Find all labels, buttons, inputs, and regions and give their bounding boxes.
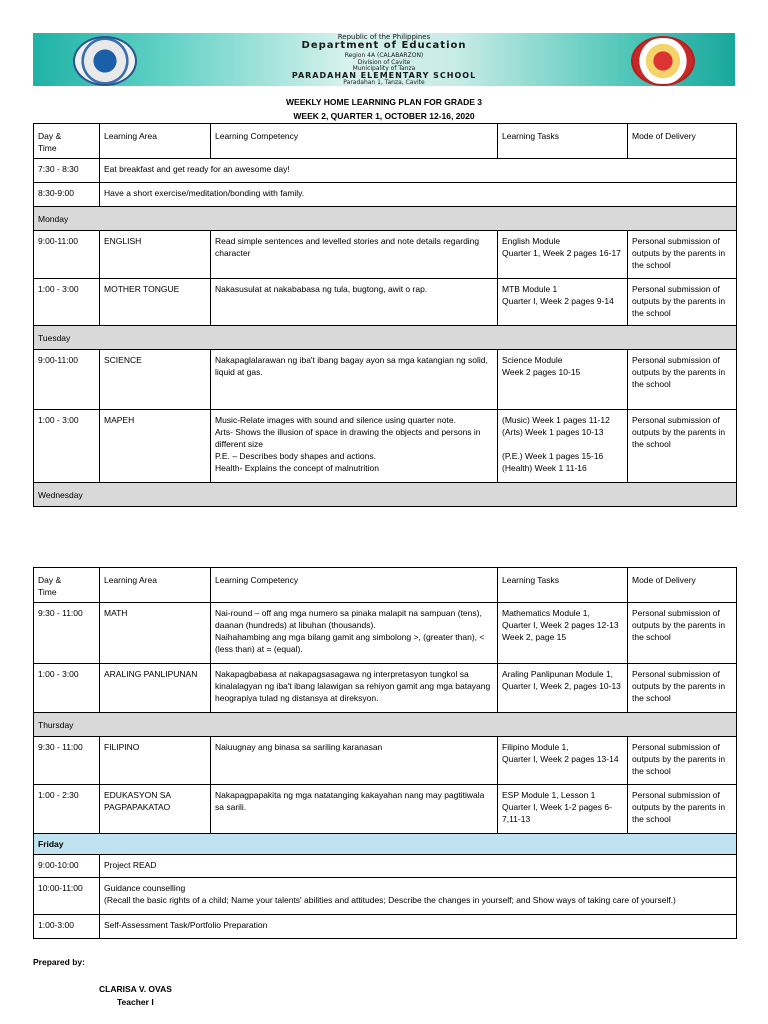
prepared-by-label: Prepared by: — [33, 957, 85, 967]
competency-cell: Nakapaglalarawan ng iba't ibang bagay ayon sa mga katangian ng solid, liquid at gas. — [211, 350, 498, 410]
tasks-cell: MTB Module 1 Quarter I, Week 2 pages 9-14 — [498, 279, 628, 326]
delivery-cell: Personal submission of outputs by the parents in the school — [628, 664, 737, 713]
table-row — [34, 410, 737, 483]
day-label: Thursday — [34, 713, 737, 737]
table-row — [34, 664, 737, 713]
time-cell: 1:00-3:00 — [34, 915, 100, 939]
time-cell: 1:00 - 3:00 — [34, 279, 100, 326]
col-day-time: Day & Time — [34, 124, 100, 159]
activity-cell: Have a short exercise/meditation/bonding with family. — [100, 183, 737, 207]
area-cell: EDUKASYON SA PAGPAPAKATAO — [100, 785, 211, 834]
area-cell: MATH — [100, 603, 211, 664]
tasks-cell: Science Module Week 2 pages 10-15 — [498, 350, 628, 410]
learning-plan-table-1 — [33, 123, 737, 507]
competency-cell: Nakapagpapakita ng mga natatanging kakayahan nang may pagtitiwala sa sarili. — [211, 785, 498, 834]
competency-cell: Read simple sentences and levelled stories and note details regarding character — [211, 231, 498, 279]
tasks-cell: Filipino Module 1, Quarter I, Week 2 pages 13-14 — [498, 737, 628, 785]
day-row-thursday — [34, 713, 737, 737]
time-cell: 9:00-10:00 — [34, 855, 100, 878]
tasks-cell: English Module Quarter 1, Week 2 pages 16-17 — [498, 231, 628, 279]
plan-title: WEEKLY HOME LEARNING PLAN FOR GRADE 3 — [286, 97, 482, 107]
header-school: PARADAHAN ELEMENTARY SCHOOL — [291, 71, 477, 80]
time-cell: 10:00-11:00 — [34, 878, 100, 915]
table-row — [34, 785, 737, 834]
day-row-monday — [34, 207, 737, 231]
time-cell: 7:30 - 8:30 — [34, 159, 100, 183]
delivery-cell: Personal submission of outputs by the parents in the school — [628, 279, 737, 326]
teacher-name: CLARISA V. OVAS — [99, 984, 172, 994]
delivery-cell: Personal submission of outputs by the parents in the school — [628, 231, 737, 279]
table-row — [34, 279, 737, 326]
header-division: Division of Cavite — [357, 59, 411, 66]
time-cell: 9:00-11:00 — [34, 350, 100, 410]
col-learning-area: Learning Area — [100, 124, 211, 159]
competency-cell: Nai-round – off ang mga numero sa pinaka malapit na sampuan (tens), daanan (hundreds) at libuhan (thousands). Naihahambing ang mga bilang gamit ang simbolong >, (greater than), < (less than) at = (equal). — [211, 603, 498, 664]
competency-cell: Nakapagbabasa at nakapagsasagawa ng interpretasyon tungkol sa kinalalagyan ng iba't ibang lalawigan sa rehiyon gamit ang mga batayang heograpiya tulad ng distansya at direksyon. — [211, 664, 498, 713]
day-row-friday — [34, 834, 737, 855]
header-municipality: Municipality of Tanza — [352, 65, 416, 72]
col-learning-competency: Learning Competency — [211, 568, 498, 603]
table-row — [34, 231, 737, 279]
competency-cell: Naiuugnay ang binasa sa sariling karanasan — [211, 737, 498, 785]
table-row — [34, 737, 737, 785]
col-mode-of-delivery: Mode of Delivery — [628, 568, 737, 603]
learning-plan-table-2 — [33, 567, 737, 939]
table-row — [34, 603, 737, 664]
day-label: Friday — [34, 834, 737, 855]
delivery-cell: Personal submission of outputs by the parents in the school — [628, 785, 737, 834]
activity-cell: Eat breakfast and get ready for an awesome day! — [100, 159, 737, 183]
header-address: Paradahan 1, Tanza, Cavite — [343, 79, 425, 86]
time-cell: 9:30 - 11:00 — [34, 737, 100, 785]
competency-cell: Music-Relate images with sound and silence using quarter note. Arts- Shows the illusion of space in drawing the objects and persons in different size P.E. – Describes body shapes and actions. Health- Explains the concept of malnutrition — [211, 410, 498, 483]
activity-cell: Self-Assessment Task/Portfolio Preparation — [100, 915, 737, 939]
plan-subtitle: WEEK 2, QUARTER 1, OCTOBER 12-16, 2020 — [293, 111, 475, 121]
delivery-cell: Personal submission of outputs by the parents in the school — [628, 737, 737, 785]
table-header-row — [34, 124, 737, 159]
time-cell: 1:00 - 3:00 — [34, 664, 100, 713]
header-department: Department of Education — [301, 40, 467, 51]
day-label: Tuesday — [34, 326, 737, 350]
table-row — [34, 183, 737, 207]
col-learning-tasks: Learning Tasks — [498, 124, 628, 159]
col-learning-competency: Learning Competency — [211, 124, 498, 159]
activity-cell: Guidance counselling (Recall the basic rights of a child; Name your talents' abilities and attitudes; Describe the changes in yourself; and Show ways of taking care of yourself.) — [100, 878, 737, 915]
table-row — [34, 915, 737, 939]
col-mode-of-delivery: Mode of Delivery — [628, 124, 737, 159]
tasks-cell: ESP Module 1, Lesson 1 Quarter I, Week 1-2 pages 6-7,11-13 — [498, 785, 628, 834]
area-cell: MOTHER TONGUE — [100, 279, 211, 326]
activity-cell: Project READ — [100, 855, 737, 878]
table-header-row — [34, 568, 737, 603]
competency-cell: Nakasusulat at nakababasa ng tula, bugtong, awit o rap. — [211, 279, 498, 326]
area-cell: ENGLISH — [100, 231, 211, 279]
col-learning-area: Learning Area — [100, 568, 211, 603]
time-cell: 9:30 - 11:00 — [34, 603, 100, 664]
school-header-banner — [33, 33, 735, 86]
area-cell: SCIENCE — [100, 350, 211, 410]
time-cell: 8:30-9:00 — [34, 183, 100, 207]
delivery-cell: Personal submission of outputs by the parents in the school — [628, 603, 737, 664]
delivery-cell: Personal submission of outputs by the parents in the school — [628, 350, 737, 410]
time-cell: 1:00 - 3:00 — [34, 410, 100, 483]
day-row-wednesday — [34, 483, 737, 507]
day-label: Monday — [34, 207, 737, 231]
delivery-cell: Personal submission of outputs by the parents in the school — [628, 410, 737, 483]
table-row — [34, 855, 737, 878]
table-row — [34, 350, 737, 410]
tasks-cell: Mathematics Module 1, Quarter I, Week 2 pages 12-13 Week 2, page 15 — [498, 603, 628, 664]
time-cell: 9:00-11:00 — [34, 231, 100, 279]
col-learning-tasks: Learning Tasks — [498, 568, 628, 603]
area-cell: MAPEH — [100, 410, 211, 483]
table-row — [34, 159, 737, 183]
area-cell: FILIPINO — [100, 737, 211, 785]
time-cell: 1:00 - 2:30 — [34, 785, 100, 834]
day-label: Wednesday — [34, 483, 737, 507]
day-row-tuesday — [34, 326, 737, 350]
header-republic: Republic of the Philippines — [337, 33, 431, 41]
header-region: Region 4A (CALABARZON) — [344, 52, 424, 59]
area-cell: ARALING PANLIPUNAN — [100, 664, 211, 713]
tasks-cell: Araling Panlipunan Module 1, Quarter I, Week 2, pages 10-13 — [498, 664, 628, 713]
teacher-role: Teacher I — [117, 997, 154, 1007]
col-day-time: Day & Time — [34, 568, 100, 603]
tasks-cell: (Music) Week 1 pages 11-12 (Arts) Week 1 pages 10-13 (P.E.) Week 1 pages 15-16 (Health) Week 1 11-16 — [498, 410, 628, 483]
table-row — [34, 878, 737, 915]
